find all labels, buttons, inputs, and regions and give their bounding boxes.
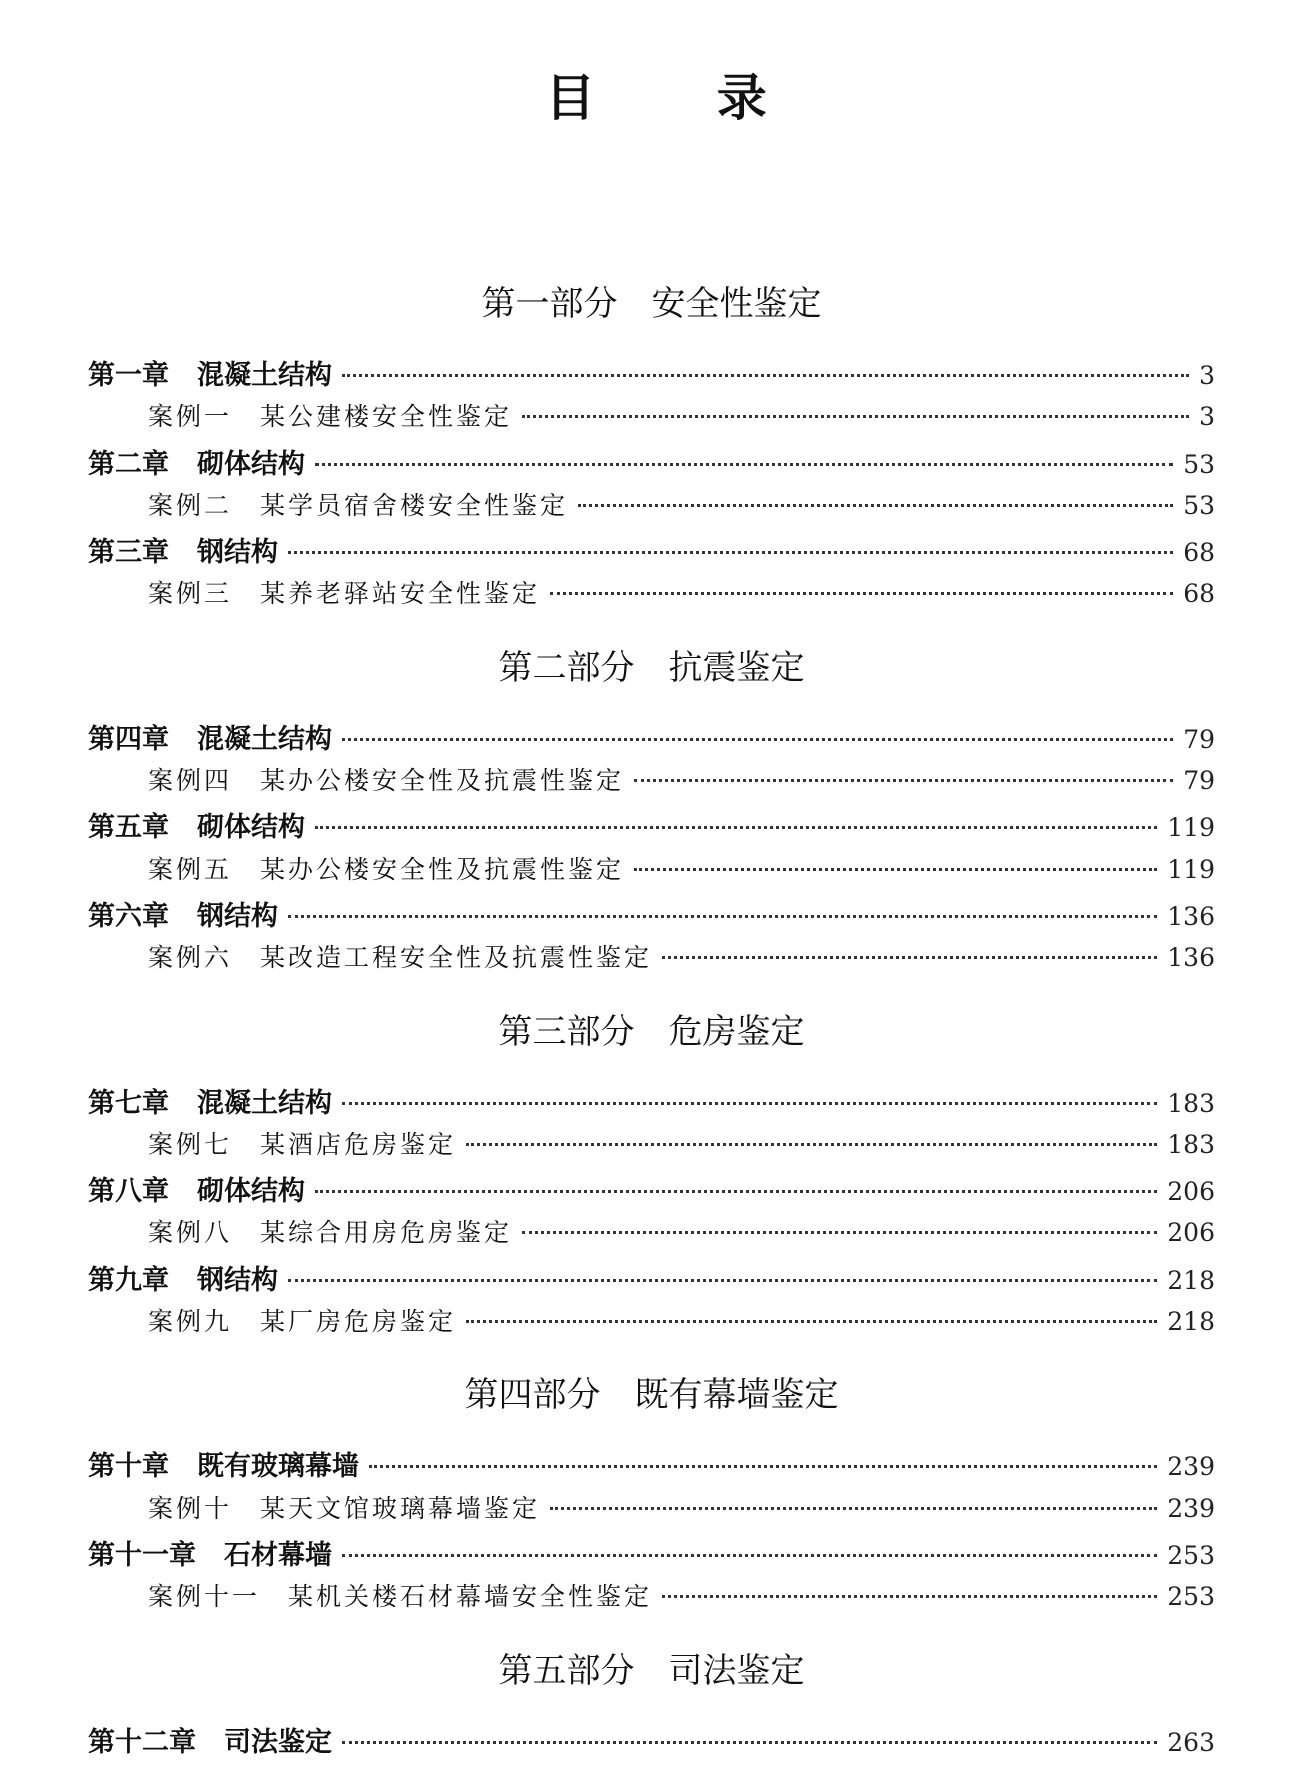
part-title: 既有幕墙鉴定 [634, 1375, 839, 1416]
part-heading [88, 619, 1215, 717]
page-number: 3 [1199, 402, 1215, 432]
toc-case-entry[interactable] [88, 1577, 1215, 1621]
chapter-number: 第二章 [88, 448, 169, 480]
chapter-number: 第十章 [88, 1451, 169, 1483]
toc-chapter-entry[interactable] [88, 442, 1215, 486]
dot-leader [662, 956, 1157, 959]
chapter-title: 砌体结构 [197, 1176, 305, 1208]
page-number: 53 [1183, 490, 1215, 520]
chapter-number: 第八章 [88, 1176, 169, 1208]
case-title: 某机关楼石材幕墙安全性鉴定 [288, 1582, 653, 1612]
part-number: 第一部分 [481, 284, 618, 324]
page-number: 183 [1167, 1129, 1215, 1159]
dot-leader [288, 915, 1157, 918]
toc-case-entry[interactable] [88, 938, 1215, 982]
case-title: 某公建楼安全性鉴定 [260, 402, 513, 432]
dot-leader [634, 868, 1157, 871]
page-number: 263 [1167, 1727, 1215, 1757]
case-title: 某养老驿站安全性鉴定 [260, 579, 541, 609]
case-number: 案例三 [148, 579, 233, 609]
chapter-number: 第九章 [88, 1264, 169, 1296]
table-of-contents [88, 255, 1215, 1764]
toc-case-entry[interactable] [88, 486, 1215, 530]
chapter-title: 混凝土结构 [197, 1087, 332, 1119]
page-number: 136 [1167, 943, 1215, 973]
part-number: 第四部分 [464, 1375, 601, 1416]
page-number: 68 [1183, 538, 1215, 568]
toc-chapter-entry[interactable] [88, 1444, 1215, 1488]
case-title: 某天文馆玻璃幕墙鉴定 [260, 1493, 541, 1523]
chapter-title: 石材幕墙 [224, 1539, 332, 1571]
dot-leader [522, 415, 1189, 418]
toc-chapter-entry[interactable] [88, 805, 1215, 849]
page-number: 119 [1167, 854, 1215, 884]
chapter-number: 第一章 [88, 360, 169, 391]
page-number: 239 [1167, 1452, 1215, 1482]
case-number: 案例五 [148, 854, 233, 884]
dot-leader [315, 463, 1173, 466]
dot-leader [466, 1143, 1157, 1146]
part-title: 抗震鉴定 [668, 647, 805, 688]
page-number: 53 [1183, 449, 1215, 479]
case-title: 某厂房危房鉴定 [260, 1307, 457, 1337]
chapter-title: 司法鉴定 [224, 1726, 332, 1758]
case-number: 案例七 [148, 1129, 233, 1159]
toc-chapter-entry[interactable] [88, 894, 1215, 938]
page-number: 206 [1167, 1177, 1215, 1207]
case-title: 某学员宿舍楼安全性鉴定 [260, 490, 569, 520]
dot-leader [634, 779, 1173, 782]
toc-chapter-entry[interactable] [88, 1720, 1215, 1764]
chapter-number: 第五章 [88, 812, 169, 844]
toc-chapter-entry[interactable] [88, 717, 1215, 761]
part-number: 第五部分 [498, 1650, 635, 1691]
dot-leader [288, 551, 1173, 554]
part-heading [88, 1622, 1215, 1720]
page-number: 3 [1199, 361, 1215, 390]
case-number: 案例九 [148, 1307, 233, 1337]
page-title: 目 录 [545, 68, 819, 127]
case-number: 案例八 [148, 1218, 233, 1248]
page-number: 79 [1183, 724, 1215, 754]
dot-leader [662, 1595, 1157, 1598]
dot-leader [342, 1741, 1157, 1744]
page-number: 79 [1183, 766, 1215, 796]
chapter-title: 钢结构 [197, 1264, 278, 1296]
dot-leader [578, 504, 1173, 507]
dot-leader [342, 374, 1189, 377]
page-number: 183 [1167, 1088, 1215, 1118]
part-number: 第三部分 [498, 1011, 635, 1052]
toc-case-entry[interactable] [88, 1489, 1215, 1533]
case-title: 某改造工程安全性及抗震性鉴定 [260, 943, 653, 973]
chapter-title: 钢结构 [197, 900, 278, 932]
page-number: 136 [1167, 901, 1215, 931]
dot-leader [342, 738, 1173, 741]
case-title: 某综合用房危房鉴定 [260, 1218, 513, 1248]
page-number: 218 [1167, 1307, 1215, 1337]
chapter-number: 第三章 [88, 537, 169, 569]
page-number: 253 [1167, 1540, 1215, 1570]
chapter-number: 第七章 [88, 1087, 169, 1119]
chapter-number: 第六章 [88, 900, 169, 932]
chapter-number: 第十二章 [88, 1726, 196, 1758]
page-number: 119 [1167, 813, 1215, 843]
case-number: 案例四 [148, 766, 233, 796]
dot-leader [466, 1320, 1157, 1323]
dot-leader [342, 1554, 1157, 1557]
case-number: 案例二 [148, 490, 233, 520]
chapter-title: 混凝土结构 [197, 723, 332, 755]
dot-leader [342, 1102, 1157, 1105]
part-heading [88, 255, 1215, 353]
toc-chapter-entry[interactable] [88, 353, 1215, 397]
page-number: 206 [1167, 1218, 1215, 1248]
toc-case-entry[interactable] [88, 761, 1215, 805]
dot-leader [288, 1279, 1157, 1282]
chapter-title: 砌体结构 [197, 448, 305, 480]
part-heading [88, 983, 1215, 1081]
case-title: 某办公楼安全性及抗震性鉴定 [260, 766, 625, 796]
dot-leader [315, 826, 1157, 829]
part-title: 司法鉴定 [668, 1650, 805, 1691]
chapter-number: 第十一章 [88, 1539, 196, 1571]
toc-case-entry[interactable] [88, 1302, 1215, 1346]
case-number: 案例十一 [148, 1582, 261, 1612]
part-title: 危房鉴定 [668, 1011, 805, 1052]
part-number: 第二部分 [498, 647, 635, 688]
toc-case-entry[interactable] [88, 1213, 1215, 1257]
toc-case-entry[interactable] [88, 1125, 1215, 1169]
toc-chapter-entry[interactable] [88, 530, 1215, 574]
chapter-title: 钢结构 [197, 537, 278, 569]
dot-leader [522, 1231, 1157, 1234]
case-number: 案例一 [148, 402, 233, 432]
case-title: 某办公楼安全性及抗震性鉴定 [260, 854, 625, 884]
toc-chapter-entry[interactable] [88, 1169, 1215, 1213]
part-heading [88, 1346, 1215, 1444]
chapter-number: 第四章 [88, 723, 169, 755]
part-title: 安全性鉴定 [651, 284, 822, 324]
chapter-title: 砌体结构 [197, 812, 305, 844]
toc-case-entry[interactable] [88, 397, 1215, 441]
case-title: 某酒店危房鉴定 [260, 1129, 457, 1159]
toc-chapter-entry[interactable] [88, 1533, 1215, 1577]
case-number: 案例六 [148, 943, 233, 973]
toc-chapter-entry[interactable] [88, 1258, 1215, 1302]
toc-chapter-entry[interactable] [88, 1081, 1215, 1125]
chapter-title: 既有玻璃幕墙 [197, 1451, 359, 1483]
page-number: 218 [1167, 1265, 1215, 1295]
page-number: 253 [1167, 1582, 1215, 1612]
case-number: 案例十 [148, 1493, 233, 1523]
dot-leader [369, 1465, 1157, 1468]
dot-leader [550, 1507, 1157, 1510]
chapter-title: 混凝土结构 [197, 360, 332, 391]
page-number: 239 [1167, 1493, 1215, 1523]
dot-leader [550, 592, 1173, 595]
toc-case-entry[interactable] [88, 574, 1215, 618]
page-number: 68 [1183, 579, 1215, 609]
toc-case-entry[interactable] [88, 850, 1215, 894]
dot-leader [315, 1190, 1157, 1193]
